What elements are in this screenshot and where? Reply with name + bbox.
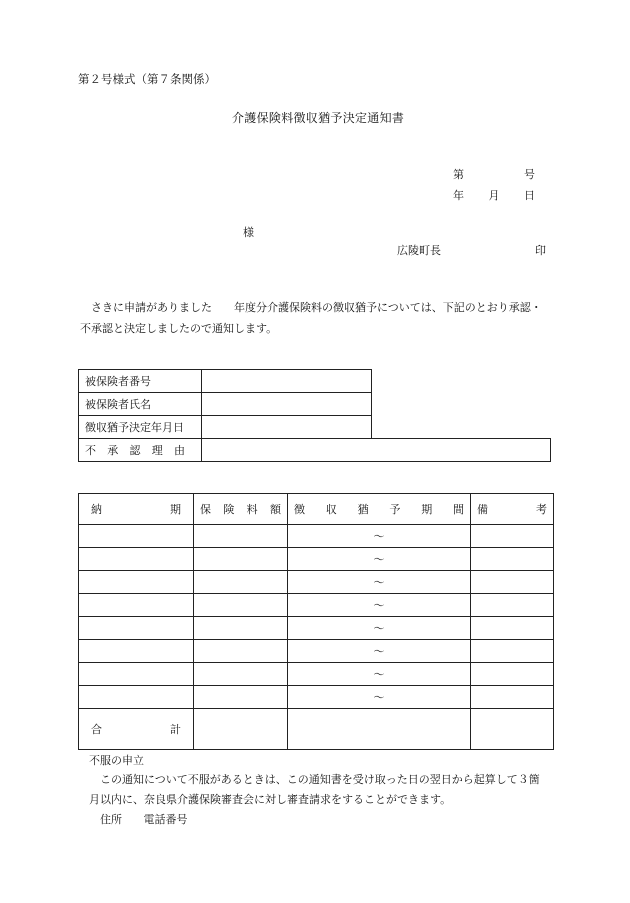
header-remarks: 備 考 [471, 494, 554, 525]
insured-number-field[interactable] [202, 370, 372, 393]
table-row [79, 416, 551, 439]
appeal-text: この通知について不服があるときは、この通知書を受け取った日の翌日から起算して３箇月以内に、奈良県介護保険審査会に対し審査請求をすることができます。 [89, 773, 540, 806]
table-row: ～ [79, 640, 554, 663]
appeal-heading: 不服の申立 [89, 754, 144, 767]
table-row: ～ [79, 686, 554, 709]
table-row: ～ [79, 548, 554, 571]
date-day: 日 [524, 189, 535, 202]
phone-label: 電話番号 [143, 813, 188, 826]
date-month: 月 [488, 189, 500, 202]
table-row [79, 439, 551, 462]
decision-date-label: 徴収猶予決定年月日 [79, 416, 202, 439]
table-row: ～ [79, 525, 554, 548]
table-row: ～ [79, 617, 554, 640]
table-row: ～ [79, 663, 554, 686]
address-label: 住所 [100, 813, 122, 826]
header-period: 徴 収 猶 予 期 間 [288, 494, 471, 525]
insured-info-table [78, 369, 551, 462]
addressee-suffix: 様 [243, 226, 254, 239]
table-row [79, 393, 551, 416]
notice-body: さきに申請がありました 年度分介護保険料の徴収猶予については、下記のとおり承認・不承認と決定しましたので通知します。 [80, 301, 542, 335]
form-number: 第２号様式（第７条関係） [78, 72, 216, 86]
deferral-period-table [78, 493, 554, 750]
table-header-row [79, 494, 554, 525]
reject-reason-field[interactable] [202, 439, 551, 462]
number-label-end: 号 [524, 168, 535, 181]
number-label-start: 第 [453, 168, 464, 181]
document-title: 介護保険料徴収猶予決定通知書 [232, 111, 405, 125]
appeal-contact [100, 811, 206, 827]
document-number [453, 166, 535, 182]
reject-reason-label: 不 承 認 理 由 [79, 439, 202, 462]
table-row: ～ [79, 571, 554, 594]
table-row: ～ [79, 594, 554, 617]
header-amount: 保 険 料 額 [194, 494, 288, 525]
decision-date-field[interactable] [202, 416, 372, 439]
total-label: 合 計 [79, 709, 194, 750]
insured-name-label: 被保険者氏名 [79, 393, 202, 416]
total-amount-field[interactable] [194, 709, 288, 750]
issue-date [453, 187, 535, 203]
header-due: 納 期 [79, 494, 194, 525]
insured-name-field[interactable] [202, 393, 372, 416]
total-row [79, 709, 554, 750]
issuer: 広陵町長 [397, 244, 441, 257]
insured-number-label: 被保険者番号 [79, 370, 202, 393]
table-row [79, 370, 551, 393]
seal-mark: 印 [535, 244, 546, 257]
date-year: 年 [453, 189, 464, 202]
